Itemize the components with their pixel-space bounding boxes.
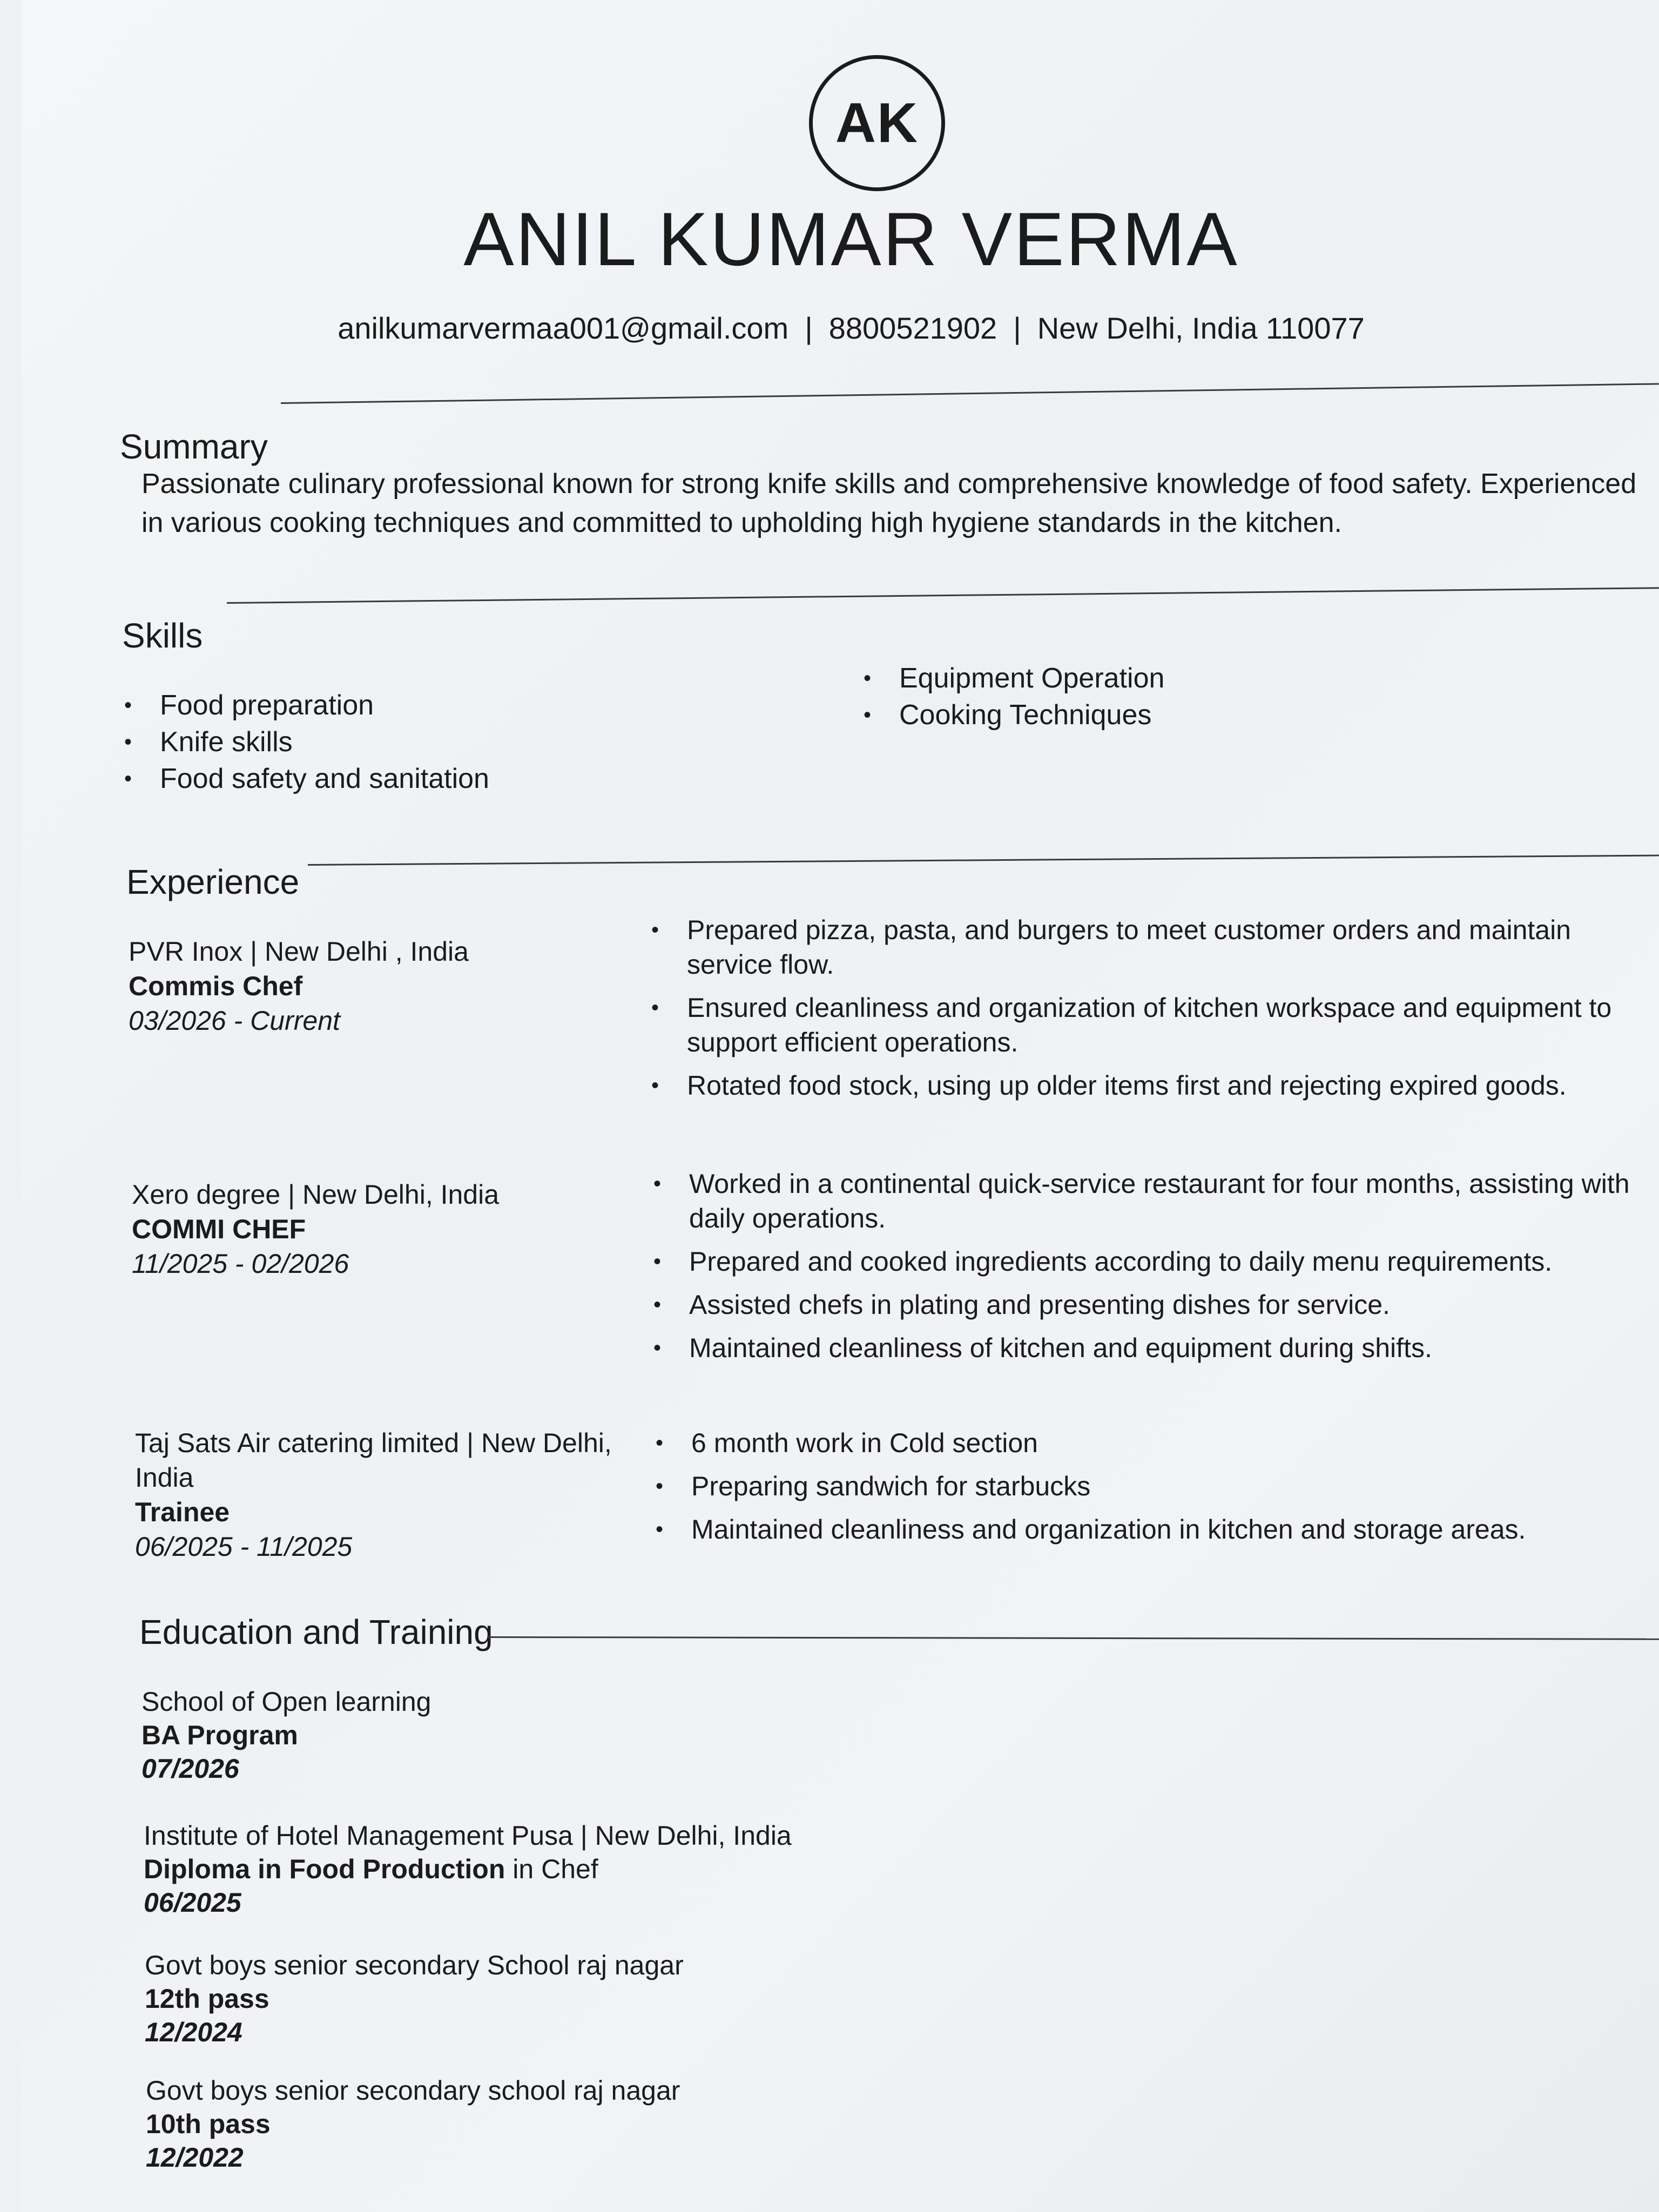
summary-text: Passionate culinary professional known for strong knife skills and comprehensive knowledge of food safety. Experienced in various cooking techniques and committed to upholding high hygiene standards in the kitchen.: [141, 468, 1637, 538]
education-dates: 06/2025: [144, 1887, 241, 1918]
job-title: Trainee: [135, 1497, 230, 1527]
education-heading: Education and Training: [139, 1613, 493, 1651]
skills-list-left: [160, 687, 489, 797]
education-entry: [141, 1685, 431, 1785]
email-text[interactable]: anilkumarvermaa001@gmail.com: [338, 311, 789, 345]
skill-item: • Equipment Operation: [899, 660, 1164, 697]
education-institution: School of Open learning: [141, 1687, 431, 1717]
job-bullet: • Prepared and cooked ingredients according to daily menu requirements.: [689, 1244, 1659, 1279]
skills-list-right: [899, 660, 1164, 733]
education-degree-name: 10th pass: [146, 2109, 271, 2139]
job-bullets: [691, 1426, 1659, 1555]
experience-divider: [308, 855, 1659, 866]
job-entry: [135, 1426, 648, 1564]
skill-item: • Knife skills: [160, 724, 489, 760]
job-dates: 11/2025 - 02/2026: [132, 1249, 349, 1279]
job-employer: Taj Sats Air catering limited | New Delhi, India: [135, 1428, 612, 1493]
education-degree-name: 12th pass: [145, 1984, 269, 2014]
job-bullets: [689, 1166, 1659, 1374]
job-dates: 03/2026 - Current: [129, 1006, 340, 1036]
contact-separator: |: [805, 311, 813, 345]
job-entry: [129, 934, 642, 1038]
skill-item: • Cooking Techniques: [899, 697, 1164, 733]
job-entry: [132, 1177, 645, 1281]
education-institution: Institute of Hotel Management Pusa | New Delhi, India: [144, 1820, 792, 1851]
education-entry: [145, 1948, 684, 2049]
contact-separator: |: [1013, 311, 1021, 345]
candidate-name: ANIL KUMAR VERMA: [463, 197, 1239, 281]
education-degree: [145, 1982, 684, 2015]
phone-text[interactable]: 8800521902: [828, 311, 997, 345]
skills-divider: [227, 587, 1659, 604]
job-bullet: • 6 month work in Cold section: [691, 1426, 1659, 1460]
skill-item: • Food preparation: [160, 687, 489, 724]
education-divider: [487, 1636, 1659, 1640]
job-bullet: • Rotated food stock, using up older items first and rejecting expired goods.: [687, 1068, 1659, 1103]
education-degree: [141, 1718, 431, 1752]
job-bullet: • Worked in a continental quick-service restaurant for four months, assisting with daily operations.: [689, 1166, 1659, 1236]
initials-monogram: AK: [809, 55, 945, 191]
education-dates: 12/2024: [145, 2017, 242, 2047]
job-employer: Xero degree | New Delhi, India: [132, 1179, 500, 1210]
job-bullet: • Assisted chefs in plating and presenting dishes for service.: [689, 1287, 1659, 1322]
job-bullet: • Prepared pizza, pasta, and burgers to meet customer orders and maintain service flow.: [687, 913, 1659, 982]
job-title: Commis Chef: [129, 971, 303, 1001]
job-bullet: • Maintained cleanliness of kitchen and equipment during shifts.: [689, 1331, 1659, 1365]
education-degree: [144, 1852, 792, 1886]
contact-line: [22, 311, 1659, 346]
job-bullet: • Preparing sandwich for starbucks: [691, 1469, 1659, 1503]
education-entry: [146, 2074, 680, 2174]
job-bullets: [687, 913, 1659, 1111]
resume-page: [22, 0, 1659, 2212]
education-dates: 07/2026: [141, 1754, 239, 1784]
location-text: New Delhi, India 110077: [1037, 311, 1365, 345]
skills-heading: Skills: [122, 616, 203, 655]
job-employer: PVR Inox | New Delhi , India: [129, 936, 469, 967]
education-dates: 12/2022: [146, 2142, 244, 2173]
job-title: COMMI CHEF: [132, 1214, 306, 1244]
education-institution: Govt boys senior secondary School raj nagar: [145, 1950, 684, 1980]
education-degree-name: Diploma in Food Production: [144, 1854, 505, 1884]
skill-item: • Food safety and sanitation: [160, 760, 489, 797]
education-entry: [144, 1819, 792, 1919]
summary-divider: [281, 383, 1659, 404]
experience-heading: Experience: [126, 862, 300, 901]
job-bullet: • Maintained cleanliness and organization in kitchen and storage areas.: [691, 1512, 1659, 1547]
education-institution: Govt boys senior secondary school raj nagar: [146, 2075, 680, 2106]
education-degree-name: BA Program: [141, 1720, 298, 1750]
summary-heading: Summary: [120, 427, 268, 466]
job-dates: 06/2025 - 11/2025: [135, 1532, 353, 1562]
education-field: in Chef: [505, 1854, 598, 1884]
job-bullet: • Ensured cleanliness and organization of kitchen workspace and equipment to support efficient operations.: [687, 990, 1659, 1060]
education-degree: [146, 2107, 680, 2141]
